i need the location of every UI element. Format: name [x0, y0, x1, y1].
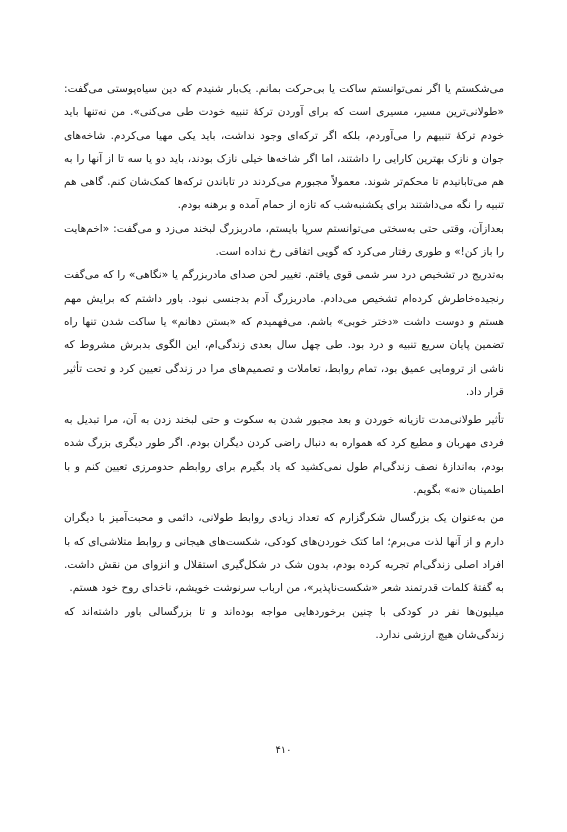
- paragraph-2: بعدازآن، وقتی حتی به‌سختی می‌توانستم سرپا بایستم، مادربزرگ لبخند می‌زد و می‌گفت: «اخم‌هایت را باز کن!» و طوری رفتار می‌کرد که گویی اتفاقی رخ نداده است.: [64, 222, 504, 259]
- paragraph-4: تأثیر طولانی‌مدت تازیانه خوردن و بعد مجبور شدن به سکوت و حتی لبخند زدن به آن، مرا تبدیل به فردی مهربان و مطیع کرد که همواره به دنبال راضی کردن دیگران بودم. اگر طور دیگری بزرگ شده بودم، به‌اندازهٔ نصف زندگی‌ام طول نمی‌کشید که یاد بگیرم برای روابطم حدومرزی تعیین کنم و با اطمینان «نه» بگویم.: [64, 414, 504, 497]
- page-number: ۴۱۰: [275, 745, 292, 756]
- paragraph-3: به‌تدریج در تشخیص درد سر شمی قوی یافتم. تغییر لحن صدای مادربزرگم یا «نگاهی» را که می‌گفت رنجیده‌خاطرش کرده‌ام تشخیص می‌دادم. مادربزرگ آدم بدجنسی نبود. باور داشتم که برایش مهم هستم و دوست داشت «دختر خوبی» باشم. می‌فهمیدم که «بستن دهانم» یا ساکت شدن تنها راه تضمین پایان سریع تنبیه و درد بود. طی چهل سال بعدی زندگی‌ام، این الگوی بدبرش مشروط که ناشی از ترومایی عمیق بود، تمام روابط، تعاملات و تصمیم‌های مرا در زندگی تعیین کرد و تحت تأثیر قرار داد.: [64, 269, 504, 398]
- paragraph-5: من به‌عنوان یک بزرگسال شکرگزارم که تعداد زیادی روابط طولانی، دائمی و محبت‌آمیز با دیگران دارم و از آنها لذت می‌برم؛ اما کتک خوردن‌های کودکی، شکست‌های هیجانی و روابط متلاشی‌ای که با افراد اصلی زندگی‌ام تجربه کرده بودم، بدون شک در شکل‌گیری استقلال و انزوای من نقش داشت. به گفتهٔ کلمات قدرتمند شعر «شکست‌ناپذیر»، من ارباب سرنوشت خویشم، ناخدای روح خود هستم.: [64, 512, 504, 595]
- paragraph-1: می‌شکستم یا اگر نمی‌توانستم ساکت یا بی‌حرکت بمانم. یک‌بار شنیدم که دین سیاه‌پوستی می‌گفت: «طولانی‌ترین مسیر، مسیری است که برای آوردن ترکهٔ تنبیه خودت طی می‌کنی». من نه‌تنها باید خودم ترکهٔ تنبیهم را می‌آوردم، بلکه اگر ترکه‌ای وجود نداشت، باید یکی مهیا می‌کردم. شاخه‌های جوان و نازک بهترین کارایی را داشتند، اما اگر شاخه‌ها خیلی نازک بودند، باید دو یا سه تا از آنها را به هم می‌تابانیدم تا محکم‌تر شوند. معمولاً مجبورم می‌کردند در تاباندن ترکه‌ها کمک‌شان کنم. گاهی هم تنبیه را نگه می‌داشتند برای یکشنبه‌شب که تازه از حمام آمده و برهنه بودم.: [64, 83, 504, 212]
- paragraph-6: میلیون‌ها نفر در کودکی با چنین برخوردهایی مواجه بوده‌اند و تا بزرگسالی باور داشته‌اند که زندگی‌شان هیچ ارزشی ندارد.: [64, 605, 504, 641]
- body-text: [64, 78, 504, 647]
